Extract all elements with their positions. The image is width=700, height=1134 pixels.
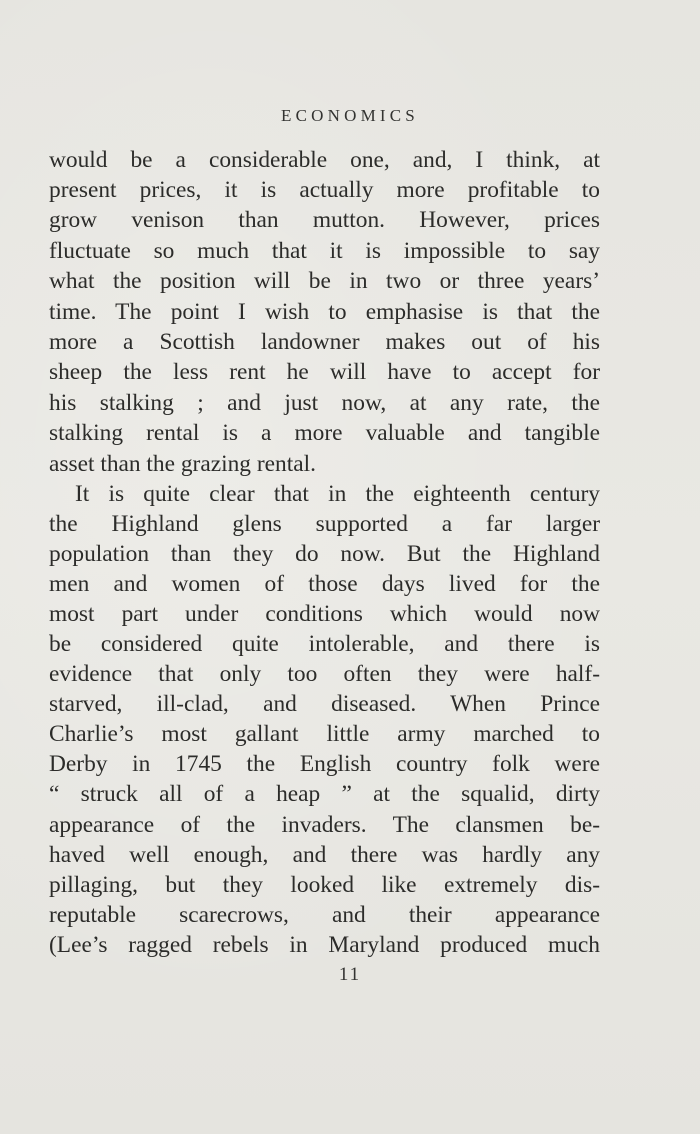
text-line: his stalking ; and just now, at any rate, the (49, 390, 600, 416)
text-line-paragraph-start: It is quite clear that in the eighteenth century (75, 481, 600, 507)
text-line: sheep the less rent he will have to accept for (49, 359, 600, 385)
text-line: what the position will be in two or three years’ (49, 268, 600, 294)
text-line: be considered quite intolerable, and there is (49, 631, 600, 657)
text-line: grow venison than mutton. However, prices (49, 207, 600, 233)
text-line: starved, ill-clad, and diseased. When Prince (49, 691, 600, 717)
text-line: Derby in 1745 the English country folk were (49, 751, 600, 777)
text-line: time. The point I wish to emphasise is that the (49, 299, 600, 325)
page-number: 11 (338, 964, 362, 985)
text-line: present prices, it is actually more profitable to (49, 177, 600, 203)
text-line: haved well enough, and there was hardly any (49, 842, 600, 868)
text-line: Charlie’s most gallant little army marched to (49, 721, 600, 747)
text-line: evidence that only too often they were half- (49, 661, 600, 687)
text-line: population than they do now. But the Highland (49, 541, 600, 567)
running-head: ECONOMICS (281, 106, 419, 125)
text-line: stalking rental is a more valuable and tangible (49, 420, 600, 446)
text-line: men and women of those days lived for the (49, 571, 600, 597)
text-line: appearance of the invaders. The clansmen be- (49, 812, 600, 838)
text-line: (Lee’s ragged rebels in Maryland produced much (49, 932, 600, 958)
text-line: “ struck all of a heap ” at the squalid, dirty (49, 781, 600, 807)
text-line: would be a considerable one, and, I think, at (49, 147, 600, 173)
text-line-paragraph-end: asset than the grazing rental. (49, 451, 316, 477)
text-line: most part under conditions which would now (49, 601, 600, 627)
text-line: reputable scarecrows, and their appearance (49, 902, 600, 928)
text-line: pillaging, but they looked like extremely dis- (49, 872, 600, 898)
text-line: fluctuate so much that it is impossible to say (49, 238, 600, 264)
text-line: more a Scottish landowner makes out of his (49, 329, 600, 355)
text-line: the Highland glens supported a far larger (49, 511, 600, 537)
